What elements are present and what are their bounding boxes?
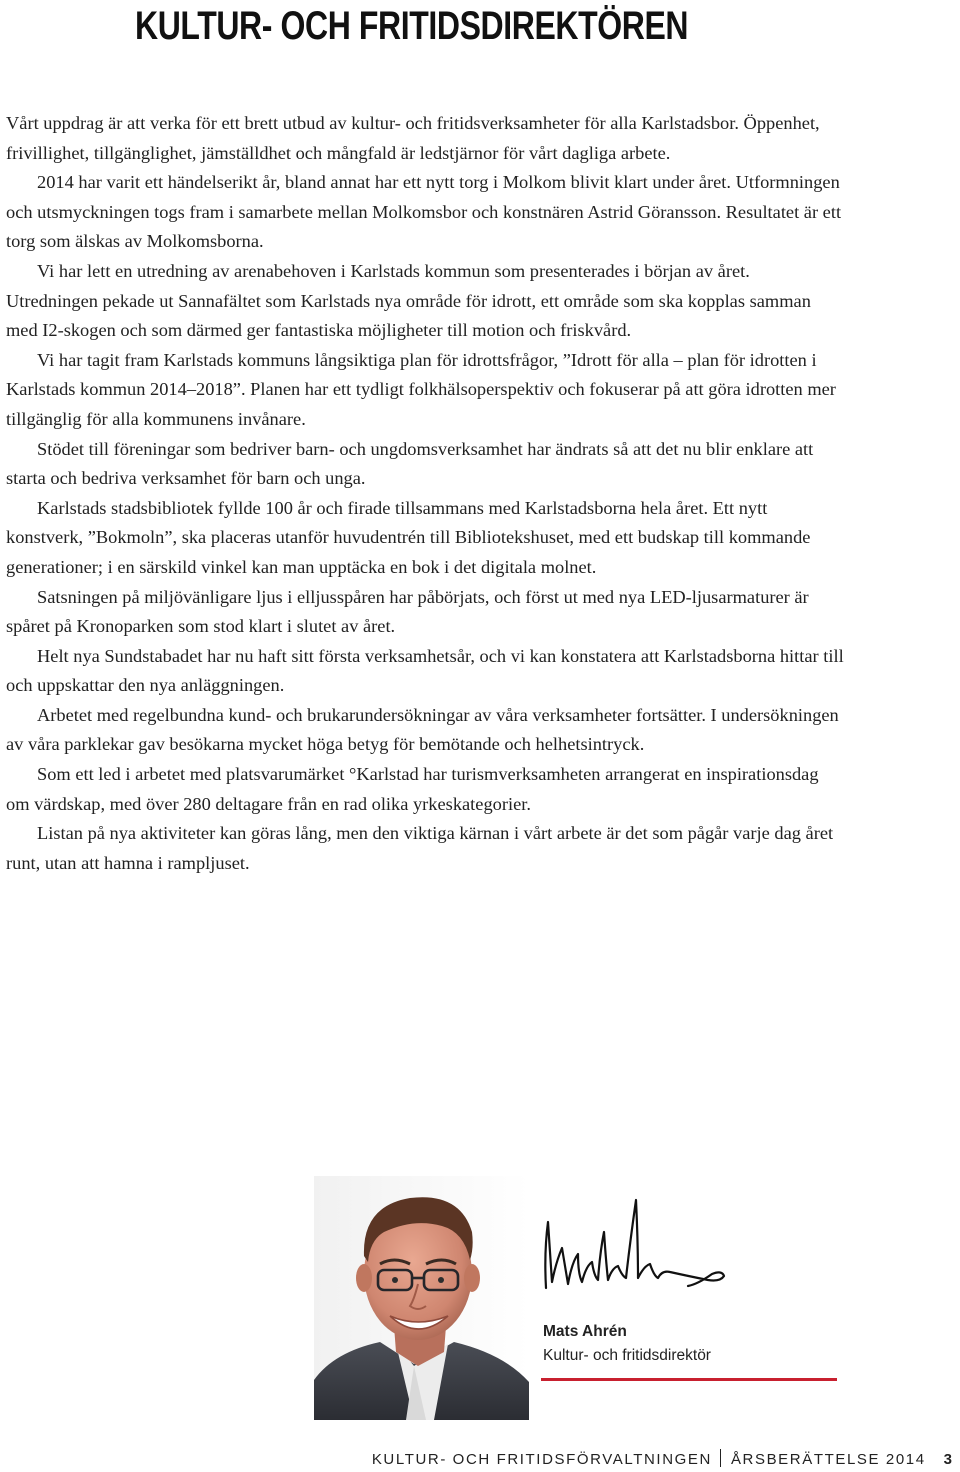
paragraph: Stödet till föreningar som bedriver barn- och ungdomsverksamhet har ändrats så att det nu blir enklare att starta och bedriva verksamhet för barn och unga. (6, 438, 814, 489)
paragraph: Vi har lett en utredning av arenabehoven i Karlstads kommun som presenterades i början av året. Utredningen pekade ut Sannafältet som Karlstads nya område för idrott, ett område som ska kopplas samman med I2-skogen och som därmed ger fantastiska möjligheter till motion och friskvård. (6, 260, 811, 341)
portrait-photo (314, 1176, 529, 1420)
paragraph: Helt nya Sundstabadet har nu haft sitt första verksamhetsår, och vi kan konstatera att Karlstadsborna hittar till och uppskattar den nya anläggningen. (6, 645, 844, 696)
accent-rule (541, 1378, 837, 1381)
body-text (6, 109, 846, 878)
footer-organization: KULTUR- OCH FRITIDSFÖRVALTNINGEN (371, 1451, 712, 1468)
signatory-name: Mats Ahrén (543, 1323, 627, 1340)
page-title: KULTUR- OCH FRITIDSDIREKTÖREN (135, 4, 689, 48)
paragraph: Satsningen på miljövänligare ljus i elljusspåren har påbörjats, och först ut med nya LED-ljusarmaturer är spåret på Kronoparken som stod klart i slutet av året. (6, 586, 809, 637)
paragraph: Karlstads stadsbibliotek fyllde 100 år och firade tillsammans med Karlstadsborna hela året. Ett nytt konstverk, ”Bokmoln”, ska placeras utanför huvudentrén till Bibliotekshuset, med ett budskap till kommande generationer; i en särskild vinkel kan man upptäcka en bok i det digitala molnet. (6, 497, 811, 577)
paragraph: Vårt uppdrag är att verka för ett brett utbud av kultur- och fritidsverksamheter för alla Karlstadsbor. Öppenhet, frivillighet, tillgänglighet, jämställdhet och mångfald är ledstjärnor för vårt dagliga arbete. (6, 113, 820, 163)
paragraph: Som ett led i arbetet med platsvarumärket °Karlstad har turismverksamheten arrangerat en inspirationsdag om värdskap, med över 280 deltagare från en rad olika yrkeskategorier. (6, 764, 819, 814)
footer-report: ÅRSBERÄTTELSE 2014 (730, 1451, 926, 1468)
paragraph: Vi har tagit fram Karlstads kommuns långsiktiga plan för idrottsfrågor, ”Idrott för alla – plan för idrotten i Karlstads kommun 2014–2018”. Planen har ett tydligt folkhälsoperspektiv och fokuserar på att göra idrotten mer tillgänglig för alla kommunens invånare. (6, 349, 836, 429)
paragraph: 2014 har varit ett händelserikt år, bland annat har ett nytt torg i Molkom blivit klart under året. Utformningen och utsmyckningen togs fram i samarbete mellan Molkomsbor och konstnären Astrid Göransson. Resultatet är ett torg som älskas av Molkomsborna. (6, 172, 842, 252)
paragraph: Arbetet med regelbundna kund- och brukarundersökningar av våra verksamheter fortsätter. I undersökningen av våra parklekar gav besökarna mycket höga betyg för bemötande och helhetsintryck. (6, 704, 839, 755)
footer-divider (720, 1449, 721, 1467)
handwritten-signature (538, 1192, 738, 1302)
signatory-role: Kultur- och fritidsdirektör (543, 1347, 711, 1364)
page-footer (372, 1449, 952, 1468)
page-number: 3 (943, 1451, 952, 1468)
paragraph: Listan på nya aktiviteter kan göras lång, men den viktiga kärnan i vårt arbete är det som pågår varje dag året runt, utan att hamna i rampljuset. (6, 823, 834, 873)
